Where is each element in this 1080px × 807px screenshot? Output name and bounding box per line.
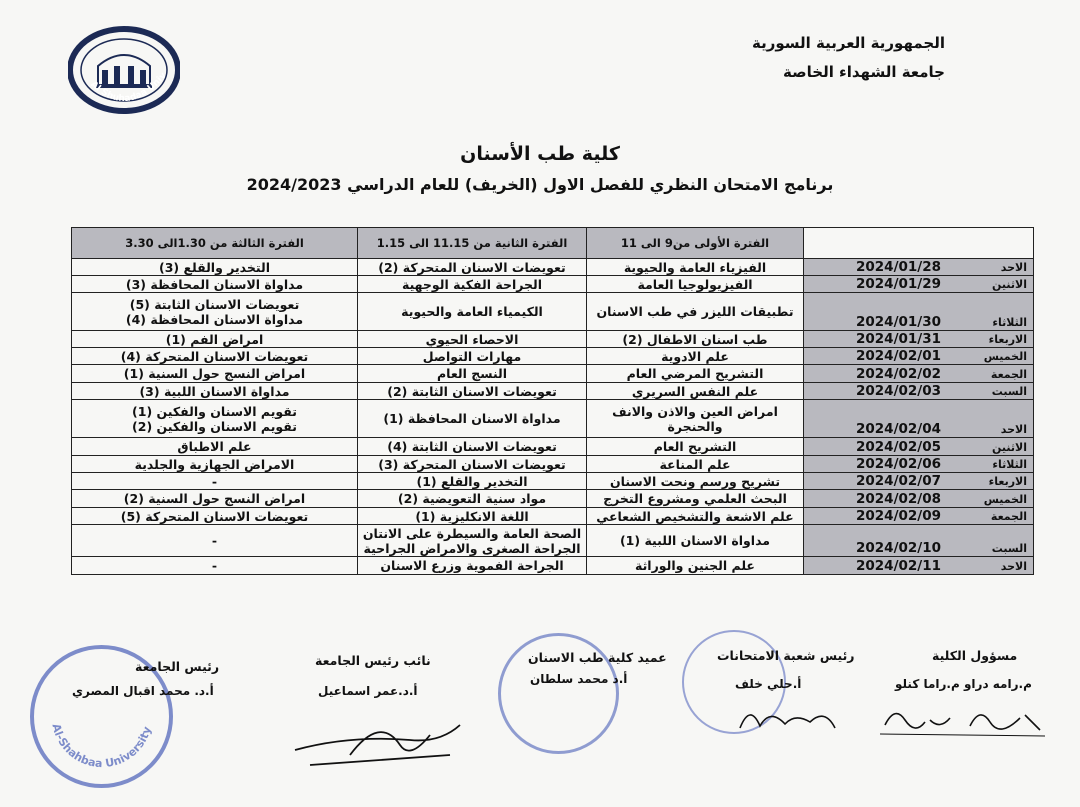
table-row <box>72 557 1034 575</box>
table-row <box>72 456 1034 473</box>
period-2-subject-cell <box>358 456 587 473</box>
vice-president-signature <box>290 705 470 775</box>
college-officials-signature <box>880 700 1050 740</box>
period-3-subject-cell <box>72 276 358 293</box>
table-row <box>72 259 1034 276</box>
period-2-subject-cell <box>358 383 587 400</box>
period-3-subject: امراض الفم (1) <box>165 331 264 347</box>
period-1-subject: علم النفس السريري <box>631 383 759 399</box>
exam-date: 2024/01/30 <box>856 314 942 330</box>
period-2-subject: تعويضات الاسنان المتحركة (3) <box>378 456 566 472</box>
exam-date: 2024/02/11 <box>856 558 942 574</box>
header-period-2: الفترة الثانية من 11.15 الى 1.15 <box>358 228 587 259</box>
period-3-subject-cell <box>72 293 358 331</box>
period-3-subject-cell <box>72 383 358 400</box>
exam-date: 2024/01/28 <box>856 259 942 275</box>
period-1-subject: علم الادوية <box>661 348 729 364</box>
day-name: الاثنين <box>992 278 1027 291</box>
period-1-subject-cell <box>587 276 804 293</box>
table-row <box>72 400 1034 438</box>
exam-date: 2024/01/29 <box>856 276 942 292</box>
day-name: الاحد <box>1000 560 1027 573</box>
table-row <box>72 293 1034 331</box>
table-row <box>72 525 1034 557</box>
day-date-cell <box>804 473 1034 490</box>
day-name: الثلاثاء <box>992 458 1027 471</box>
period-3-subject: الامراض الجهازية والجلدية <box>134 456 295 472</box>
period-2-subject-cell <box>358 438 587 456</box>
period-1-subject: علم المناعة <box>659 456 731 472</box>
day-date-cell <box>804 508 1034 525</box>
day-date-cell <box>804 400 1034 438</box>
college-officials-title: مسؤول الكلية <box>932 648 1018 663</box>
period-2-subject-cell <box>358 400 587 438</box>
period-3-subject: تعويضات الاسنان المتحركة (4) <box>120 348 309 364</box>
period-1-subject-cell <box>587 456 804 473</box>
period-2-subject: الصحة العامة والسيطرة على الانتان <box>362 525 582 541</box>
vice-president-name: أ.د.عمر اسماعيل <box>318 684 418 698</box>
period-1-subject: التشريح المرضي العام <box>626 366 764 381</box>
period-2-subject-cell <box>358 508 587 525</box>
day-name: الجمعة <box>990 368 1027 381</box>
exam-date: 2024/02/02 <box>856 366 942 382</box>
exam-program-title: برنامج الامتحان النظري للفصل الاول (الخريف) للعام الدراسي 2024/2023 <box>246 175 834 194</box>
period-1-subject: امراض العين والاذن والانف <box>612 403 778 419</box>
period-3-subject-cell <box>72 438 358 456</box>
period-1-subject-line-2: والحنجرة <box>667 418 723 434</box>
period-2-subject: مهارات التواصل <box>422 348 522 364</box>
table-row <box>72 348 1034 365</box>
university-name: جامعة الشهداء الخاصة <box>783 63 945 81</box>
period-3-subject: مداواة الاسنان اللبية (3) <box>139 383 290 399</box>
day-date-cell <box>804 365 1034 383</box>
exam-date: 2024/02/04 <box>856 421 942 437</box>
day-name: الاربعاء <box>988 333 1027 346</box>
header-period-3: الفترة الثالثة من 1.30الى 3.30 <box>72 228 358 259</box>
table-row <box>72 490 1034 508</box>
exam-date: 2024/02/07 <box>856 473 942 489</box>
period-1-subject-cell <box>587 490 804 508</box>
period-2-subject-cell <box>358 473 587 490</box>
svg-text:Al-Shahbaa University <box>50 722 154 770</box>
day-date-cell <box>804 490 1034 508</box>
day-name: الخميس <box>983 493 1027 506</box>
period-3-subject-cell <box>72 456 358 473</box>
period-3-subject: مداواة الاسنان المحافظة (3) <box>125 276 304 292</box>
table-row <box>72 473 1034 490</box>
period-1-subject: طب اسنان الاطفال (2) <box>622 331 768 347</box>
period-2-subject-cell <box>358 259 587 276</box>
period-3-subject-line-2: مداواة الاسنان المحافظة (4) <box>125 311 304 327</box>
exam-date: 2024/02/06 <box>856 456 942 472</box>
table-row <box>72 438 1034 456</box>
header-period-1: الفترة الأولى من9 الى 11 <box>587 228 804 259</box>
exams-head-name: أ.حلي خلف <box>735 677 802 691</box>
period-3-subject-cell <box>72 490 358 508</box>
period-1-subject: الفيزياء العامة والحيوية <box>623 259 767 275</box>
period-3-subject-cell <box>72 348 358 365</box>
period-2-subject: مداواة الاسنان المحافظة (1) <box>383 411 561 426</box>
day-date-cell <box>804 276 1034 293</box>
period-2-subject: تعويضات الاسنان المتحركة (2) <box>378 259 566 275</box>
table-header-row <box>72 228 1034 259</box>
period-2-subject-cell <box>358 348 587 365</box>
day-name: السبت <box>991 542 1027 555</box>
period-1-subject-cell <box>587 557 804 575</box>
day-name: الاحد <box>1000 423 1027 436</box>
period-1-subject: تطبيقات الليزر في طب الاسنان <box>596 304 794 319</box>
period-1-subject: البحث العلمي ومشروع التخرج <box>603 491 787 506</box>
period-3-subject: علم الاطباق <box>177 439 252 454</box>
table-row <box>72 383 1034 400</box>
day-name: الاحد <box>1000 261 1027 274</box>
period-3-subject-cell <box>72 557 358 575</box>
period-2-subject: النسج العام <box>436 366 508 381</box>
period-3-subject: - <box>211 533 218 548</box>
logo-text: Al Shuhadaa Univ <box>88 70 169 105</box>
exam-date: 2024/02/05 <box>856 439 942 455</box>
period-2-subject: اللغة الانكليزية (1) <box>415 508 529 524</box>
table-row <box>72 508 1034 525</box>
period-1-subject: علم الاشعة والتشخيص الشعاعي <box>596 508 794 524</box>
day-date-cell <box>804 557 1034 575</box>
president-title: رئيس الجامعة <box>135 659 220 674</box>
period-1-subject: مداواة الاسنان اللبية (1) <box>619 533 771 548</box>
exam-date: 2024/01/31 <box>856 331 942 347</box>
period-1-subject: الفيزيولوجيا العامة <box>637 276 753 292</box>
dean-title: عميد كلية طب الاسنان <box>528 650 667 665</box>
period-2-subject: تعويضات الاسنان الثابتة (2) <box>387 383 557 399</box>
period-3-subject: امراض النسج حول السنية (2) <box>123 491 306 506</box>
period-3-subject: - <box>211 473 218 489</box>
day-date-cell <box>804 293 1034 331</box>
exam-date: 2024/02/08 <box>856 491 942 507</box>
period-2-subject: الاحصاء الحيوي <box>425 331 519 347</box>
period-3-subject-cell <box>72 365 358 383</box>
exam-schedule-table <box>71 227 1034 575</box>
president-name: أ.د. محمد اقبال المصري <box>72 684 214 698</box>
period-3-subject-cell <box>72 525 358 557</box>
period-2-subject-cell <box>358 293 587 331</box>
period-3-subject-cell <box>72 331 358 348</box>
period-2-subject-cell <box>358 276 587 293</box>
exam-date: 2024/02/01 <box>856 348 942 364</box>
exam-date: 2024/02/10 <box>856 540 942 556</box>
day-name: السبت <box>991 385 1027 398</box>
day-name: الاربعاء <box>988 475 1027 488</box>
period-3-subject: - <box>211 558 218 573</box>
period-1-subject: تشريح ورسم ونحت الاسنان <box>609 473 781 489</box>
period-1-subject-cell <box>587 293 804 331</box>
period-2-subject: الجراحة الفكية الوجهية <box>401 276 543 292</box>
period-3-subject-cell <box>72 508 358 525</box>
period-1-subject-cell <box>587 259 804 276</box>
table-row <box>72 365 1034 383</box>
period-3-subject: تعويضات الاسنان المتحركة (5) <box>120 508 309 524</box>
period-2-subject: التخدير والقلع (1) <box>416 473 528 489</box>
period-1-subject-cell <box>587 473 804 490</box>
vice-president-title: نائب رئيس الجامعة <box>315 653 431 668</box>
period-1-subject-cell <box>587 383 804 400</box>
period-1-subject: علم الجنين والوراثة <box>635 558 755 573</box>
table-row <box>72 276 1034 293</box>
day-name: الخميس <box>983 350 1027 363</box>
university-logo <box>68 26 180 114</box>
period-2-subject-line-2: الجراحة الصغرى والامراض الجراحية <box>363 540 581 556</box>
period-3-subject: التخدير والقلع (3) <box>158 259 270 275</box>
country-name: الجمهورية العربية السورية <box>752 34 945 52</box>
period-3-subject: تقويم الاسنان والفكين (1) <box>132 403 297 419</box>
period-3-subject-cell <box>72 400 358 438</box>
day-name: الثلاثاء <box>992 316 1027 329</box>
period-2-subject: تعويضات الاسنان الثابتة (4) <box>387 439 557 454</box>
day-date-cell <box>804 438 1034 456</box>
day-date-cell <box>804 331 1034 348</box>
period-2-subject-cell <box>358 365 587 383</box>
exams-head-signature <box>730 698 840 738</box>
period-2-subject-cell <box>358 557 587 575</box>
period-1-subject-cell <box>587 438 804 456</box>
period-3-subject: تعويضات الاسنان الثابتة (5) <box>129 296 300 312</box>
day-name: الجمعة <box>990 510 1027 523</box>
exam-date: 2024/02/03 <box>856 383 942 399</box>
period-1-subject-cell <box>587 331 804 348</box>
day-date-cell <box>804 348 1034 365</box>
period-2-subject-cell <box>358 331 587 348</box>
stamp-text: Al-Shahbaa University <box>49 722 154 771</box>
exam-date: 2024/02/09 <box>856 508 942 524</box>
period-2-subject: الكيمياء العامة والحيوية <box>401 304 543 319</box>
college-title: كلية طب الأسنان <box>460 143 620 165</box>
period-1-subject-cell <box>587 400 804 438</box>
day-date-cell <box>804 456 1034 473</box>
day-date-cell <box>804 259 1034 276</box>
period-1-subject-cell <box>587 525 804 557</box>
day-name: الاثنين <box>992 441 1027 454</box>
dean-name: أ.د محمد سلطان <box>530 672 628 686</box>
period-1-subject-cell <box>587 508 804 525</box>
day-date-cell <box>804 383 1034 400</box>
period-2-subject: مواد سنية التعويضية (2) <box>397 491 547 506</box>
table-row <box>72 331 1034 348</box>
day-date-cell <box>804 525 1034 557</box>
period-3-subject: امراض النسج حول السنية (1) <box>123 366 306 381</box>
period-1-subject: التشريح العام <box>653 439 737 454</box>
period-1-subject-cell <box>587 365 804 383</box>
period-2-subject: الجراحة الفموية وزرع الاسنان <box>380 558 564 573</box>
header-day-date <box>804 228 1034 259</box>
exams-head-title: رئيس شعبة الامتحانات <box>717 648 855 663</box>
period-3-subject-line-2: تقويم الاسنان والفكين (2) <box>132 418 297 434</box>
period-3-subject-cell <box>72 473 358 490</box>
college-officials-names: م.رامه دراو م.راما كنلو <box>895 677 1032 691</box>
period-2-subject-cell <box>358 525 587 557</box>
period-3-subject-cell <box>72 259 358 276</box>
period-1-subject-cell <box>587 348 804 365</box>
period-2-subject-cell <box>358 490 587 508</box>
